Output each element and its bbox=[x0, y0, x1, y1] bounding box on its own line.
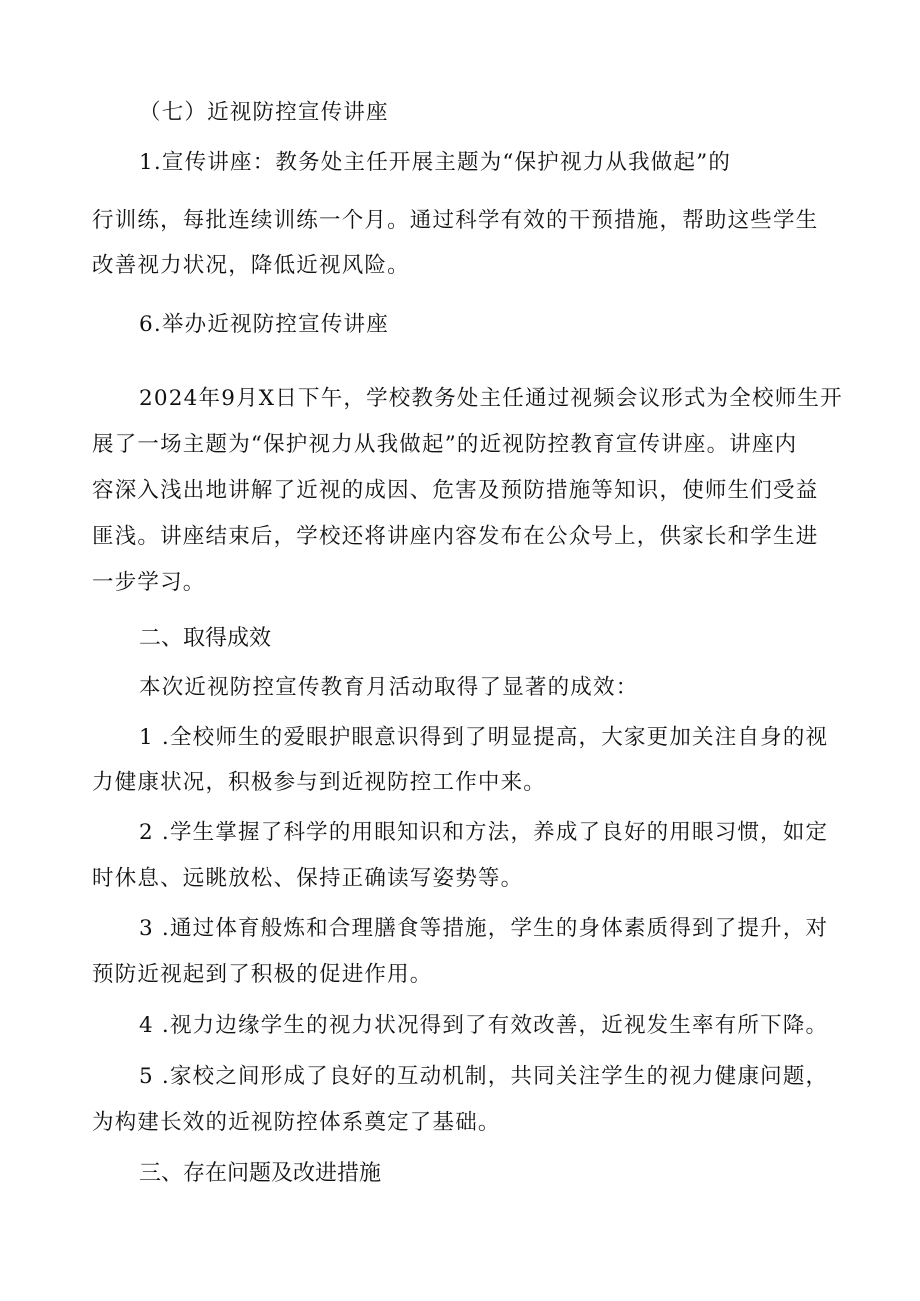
list-item: 5 .家校之间形成了良好的互动机制，共同关注学生的视力健康问题， bbox=[139, 1064, 829, 1089]
section-heading-issues: 三、存在问题及改进措施 bbox=[139, 1161, 382, 1186]
paragraph-line: 展了一场主题为“保护视力从我做起”的近视防控教育宣传讲座。讲座内 bbox=[92, 432, 798, 457]
list-item: 4 .视力边缘学生的视力状况得到了有效改善，近视发生率有所下降。 bbox=[139, 1013, 829, 1038]
paragraph-line: 2024年9月X日下午，学校教务处主任通过视频会议形式为全校师生开 bbox=[139, 386, 843, 411]
list-item: 2 .学生掌握了科学的用眼知识和方法，养成了良好的用眼习惯，如定 bbox=[139, 820, 829, 845]
paragraph-line: 行训练，每批连续训练一个月。通过科学有效的干预措施，帮助这些学生 bbox=[92, 208, 819, 233]
subheading-lecture: 6.举办近视防控宣传讲座 bbox=[139, 312, 389, 337]
list-item-continuation: 时休息、远眺放松、保持正确读写姿势等。 bbox=[92, 866, 524, 891]
list-item: 3 .通过体育般炼和合理膳食等措施，学生的身体素质得到了提升，对 bbox=[139, 916, 829, 941]
paragraph-line: 容深入浅出地讲解了近视的成因、危害及预防措施等知识，使师生们受益 bbox=[92, 478, 819, 503]
list-item: 1 .全校师生的爱眼护眼意识得到了明显提高，大家更加关注自身的视 bbox=[139, 725, 829, 750]
paragraph-line: 匪浅。讲座结束后，学校还将讲座内容发布在公众号上，供家长和学生进 bbox=[92, 524, 819, 549]
paragraph-line: 本次近视防控宣传教育月活动取得了显著的成效： bbox=[139, 675, 639, 700]
list-item-continuation: 力健康状况，积极参与到近视防控工作中来。 bbox=[92, 770, 547, 795]
paragraph-line: 改善视力状况，降低近视风险。 bbox=[92, 253, 410, 278]
paragraph-line: 1.宣传讲座：教务处主任开展主题为“保护视力从我做起”的 bbox=[139, 150, 732, 175]
list-item-continuation: 预防近视起到了积极的促进作用。 bbox=[92, 962, 433, 987]
list-item-continuation: 为构建长效的近视防控体系奠定了基础。 bbox=[92, 1110, 501, 1135]
section-heading-results: 二、取得成效 bbox=[139, 626, 272, 651]
paragraph-line: 一步学习。 bbox=[92, 570, 206, 595]
section-heading-lecture: （七）近视防控宣传讲座 bbox=[139, 100, 389, 125]
